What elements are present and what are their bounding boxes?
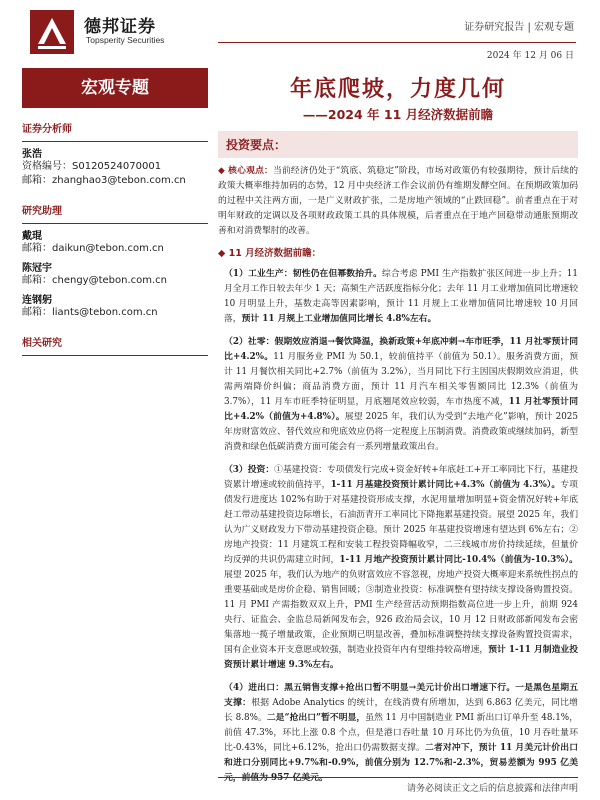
section-head-label: 11 月经济数据前瞻： xyxy=(228,248,322,259)
item-lead: （3）投资： xyxy=(224,465,275,475)
company-name-cn: 德邦证券 xyxy=(84,17,156,37)
sidebar-title: 宏观专题 xyxy=(22,68,208,108)
item-text: 展望 2025 年，我们认为地产的负财富效应不容忽视，房地产投资大概率迎来系统性拐点的重要基础或是房价企稳、销售回暖；③制造业投资：标准调整有望持续支撑设备购置投资。11 月 PMI 产需指数双双上升，PMI 生产经营活动预期指数高位进一步上升，前期 924 央行、证监会、金监总局新闻发布会，926 政治局会议，10 月 12 日财政部新闻发布会密集落地一揽子增量政策，企业预期已明显改善，叠加标准调整持续支撑设备购置投资需求，国有企业资本开支意愿或较强，制造业投资年内有望维持较高增速， xyxy=(224,570,578,655)
item-text: ①基建投资：专项债发行完成+资金好转+年底赶工+开工率同比下行，基建投资累计增速或较前值持平， xyxy=(224,465,578,490)
analyst-name: 张浩 xyxy=(22,149,42,160)
bullet-icon: ◆ xyxy=(218,166,229,176)
item-lead: （2）社零：假期效应消退→餐饮降温，换新政策+年底冲刺→车市旺季，11 月社零预计同比+4.2%。 xyxy=(224,337,578,362)
item-text: 11 月服务业 PMI 为 50.1，较前值持平（前值为 50.1）。服务消费方面，预计 11 月餐饮相关同比+2.7%（前值为 3.2%），当月同比下行主因国庆假期效应消退，供需两端降价纠偏；商品消费方面，预计 11 月汽车相关零售额同比 12.3%（前值为 3.7%），11 月车市旺季特征明显，月底翘尾效应较弱，车市热度不减， xyxy=(224,352,578,407)
item-industry xyxy=(218,267,578,327)
item-trade xyxy=(218,681,578,786)
report-date: 2024 年 12 月 06 日 xyxy=(486,51,574,61)
item-text: 根据 Adobe Analytics 的统计，在线消费有所增加，达到 6.863 亿美元，同比增长 8.8%。 xyxy=(224,698,578,723)
company-name-en: Topsperity Securities xyxy=(86,35,165,45)
item-tail: 1-11 月基建投资预计累计同比+4.3%（前值为 4.3%）。 xyxy=(330,480,561,490)
analyst-label: 证券分析师 xyxy=(22,124,72,135)
item-mid: 二是“抢出口”暂不明显， xyxy=(266,713,366,723)
item-text: 综合考虑 PMI 生产指数扩张区间进一步上升；11 月全月工作日较去年少 1 天；高频生产活跃度指标分化；去年 11 月工业增加值同比增速较 10 月明显上升，基数走高等因素影响，预计 11 月规上工业增加值同比增速较 10 月回落， xyxy=(224,269,578,324)
item-investment xyxy=(218,463,578,673)
sidebar xyxy=(22,68,208,788)
report-type: 证券研究报告 | 宏观专题 xyxy=(464,22,574,33)
header-divider xyxy=(218,42,576,43)
analyst-cert: 资格编号：S0120524070001 xyxy=(22,161,162,172)
related-research-label: 相关研究 xyxy=(22,338,62,349)
item-tail: 预计 11 月规上工业增加值同比增长 4.8%左右。 xyxy=(241,314,437,324)
report-subtitle: ——2024 年 11 月经济数据前瞻 xyxy=(302,107,494,122)
investment-points-header: 投资要点： xyxy=(218,131,578,158)
main-content xyxy=(218,68,578,786)
sidebar-divider xyxy=(22,223,208,224)
item-text: 展望 2025 年，我们认为受到“去地产化”影响，预计 2025 年房财富效应、替代效应和兜底效应仍将一定程度上压制消费。消费政策或继续加码，新型消费和绿色低碳消费方面可能会有一系列增量政策出台。 xyxy=(224,412,578,452)
item-tail: 二者对冲下，预计 11 月美元计价出口和进口分别同比+9.7%和-0.9%，前值分别为 12.7%和-2.3%，贸易差额为 995 亿美元，前值为 957 亿美元。 xyxy=(224,743,578,783)
core-view-label: 核心观点： xyxy=(228,166,273,176)
sidebar-divider xyxy=(22,355,208,356)
item-tail: 预计 1-11 月制造业投资预计累计增速 9.3%左右。 xyxy=(224,645,578,670)
section-head xyxy=(218,245,578,259)
assistant-email[interactable]: 邮箱：daikun@tebon.com.cn xyxy=(22,243,164,254)
item-text: 专项债发行进度达 102%有助于对基建投资形成支撑，水泥用量增加明显+资金情况好转+年底赶工带动基建投资边际增长，石油沥青开工率同比下降拖累基建投资。展望 2025 年，我们认为广义财政发力下带动基建投资企稳。预计 2025 年基建投资增速有望达到 6%左右；②房地产投资：11 月建筑工程和安装工程投资降幅收窄，二三线城市房价持续延续，但量价均反弹的共识仍需建立时间， xyxy=(224,480,578,565)
sidebar-divider xyxy=(22,141,208,142)
footer-disclaimer: 请务必阅读正文之后的信息披露和法律声明 xyxy=(406,784,578,794)
analyst-email[interactable]: 邮箱：zhanghao3@tebon.com.cn xyxy=(22,175,186,186)
core-view-text: 当前经济仍处于“筑底、筑稳定”阶段，市场对政策仍有较强期待，预计后续的政策大概率维持加码的态势，12 月中央经济工作会议前仍有维期发酵空间。在预期政策加码的过程中关注两方面，一是广义财政扩张，二是房地产领域的“止跌回稳”。前者重点在于对明年财政的定调以及各项财政政策工具的具体规模，后者重点在于地产回稳带动通胀预期改善和对消费掣肘的改善。 xyxy=(218,166,578,236)
footer-divider xyxy=(218,777,578,778)
item-text: 虽然 11 月中国制造业 PMI 新出口订单升至 48.1%，前值 47.3%，环比上涨 0.8 个点，但是港口吞吐量 10 月环比仍为负值，10 月吞吐量环比-0.43%，同比+6.12%，抢出口仍需数据支撑。 xyxy=(224,713,578,753)
assistant-label: 研究助理 xyxy=(22,206,62,217)
item-lead: （4）进出口：黑五销售支撑+抢出口暂不明显→美元计价出口增速下行。一是黑色星期五支撑： xyxy=(224,683,578,708)
item-tail: 11 月社零预计同比+4.2%（前值为+4.8%）。 xyxy=(224,397,578,422)
core-view xyxy=(218,164,578,239)
assistant-name: 戴琨 xyxy=(22,231,42,242)
assistant-email[interactable]: 邮箱：liants@tebon.com.cn xyxy=(22,307,158,318)
assistant-name: 连钢躬 xyxy=(22,295,52,306)
assistant-name: 陈冠宇 xyxy=(22,263,52,274)
item-tail: 1-11 月地产投资预计累计同比-10.4%（前值为-10.3%）。 xyxy=(339,555,578,565)
company-logo-icon xyxy=(30,10,74,54)
bullet-icon: ◆ xyxy=(218,248,229,259)
item-retail xyxy=(218,335,578,455)
page-header xyxy=(0,0,600,60)
report-title: 年底爬坡，力度几何 xyxy=(289,77,506,102)
assistant-email[interactable]: 邮箱：chengy@tebon.com.cn xyxy=(22,275,168,286)
item-lead: （1）工业生产：韧性仍在但幂数抬升。 xyxy=(224,269,382,279)
